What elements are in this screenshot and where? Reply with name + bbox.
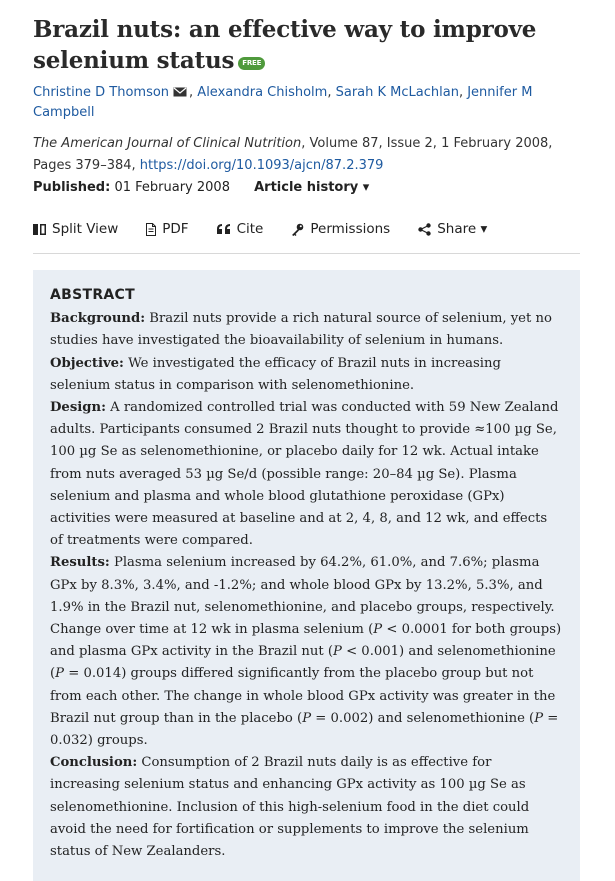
toolbar-divider	[33, 253, 580, 254]
pdf-label: PDF	[162, 221, 189, 237]
author-link[interactable]: Sarah K McLachlan	[335, 85, 459, 100]
section-label: Background:	[50, 311, 146, 327]
publication-info	[33, 178, 580, 198]
author-list: Christine D Thomson , Alexandra Chisholm, Sarah K McLachlan, Jennifer M Campbell	[33, 85, 533, 120]
cite-label: Cite	[236, 221, 264, 237]
author-link[interactable]: Christine D Thomson	[33, 85, 170, 100]
share-label: Share ▾	[437, 221, 488, 237]
section-label: Results:	[50, 555, 110, 571]
abstract-results	[50, 552, 563, 752]
abstract-background	[50, 308, 563, 352]
abstract-section	[33, 270, 580, 881]
pdf-icon	[146, 223, 156, 236]
abstract-design	[50, 397, 563, 552]
section-label: Objective:	[50, 355, 124, 371]
journal-name: The American Journal of Clinical Nutrition	[33, 136, 302, 151]
published-date: 01 February 2008	[114, 180, 230, 195]
section-text: A randomized controlled trial was conducted with 59 New Zealand adults. Participants consumed 2 Brazil nuts thought to provide ≈100 µg Se, 100 µg Se as selenomethionine, or placebo daily for 12 wk. Actual intake from nuts averaged 53 µg Se/d (possible range: 20–84 µg Se). Plasma selenium and plasma and whole blood glutathione peroxidase (GPx) activities were measured at baseline and at 2, 4, 8, and 12 wk, and effects of treatments were compared.	[50, 400, 559, 549]
split-view-label: Split View	[52, 221, 119, 237]
share-button[interactable]	[418, 221, 487, 237]
section-text: = 0.014) groups differed significantly from the placebo group but not from each other. The change in whole blood GPx activity was greater in the Brazil nut group than in the placebo (	[50, 666, 556, 726]
abstract-conclusion	[50, 752, 563, 863]
citation-details: , Volume 87, Issue 2, 1 February 2008, Pages 379–384,	[33, 136, 553, 173]
p-symbol: P	[333, 644, 342, 660]
split-view-icon	[33, 224, 46, 235]
p-symbol: P	[302, 710, 312, 726]
permissions-label: Permissions	[310, 221, 391, 237]
article-history-toggle[interactable]: Article history ▾	[254, 180, 370, 195]
section-text: We investigated the efficacy of Brazil nuts in increasing selenium status in comparison with selenomethionine.	[50, 355, 501, 393]
citation	[33, 133, 580, 177]
p-symbol: P	[534, 710, 544, 726]
quote-icon	[217, 224, 231, 234]
doi-link[interactable]: https://doi.org/10.1093/ajcn/87.2.379	[139, 158, 384, 173]
section-label: Conclusion:	[50, 755, 138, 771]
free-badge: FREE	[238, 57, 265, 70]
permissions-button[interactable]	[291, 221, 390, 237]
section-text: < 0.0001 for both groups) and plasma GPx activity in the Brazil nut (	[50, 622, 562, 660]
split-view-button[interactable]	[33, 221, 118, 237]
section-text: Plasma selenium increased by 64.2%, 61.0%, and 7.6%; plasma GPx by 8.3%, 3.4%, and -1.2%; and whole blood GPx by 13.2%, 5.3%, and 1.9% in the Brazil nut, selenomethionine, and placebo groups, respectively. Change over time at 12 wk in plasma selenium (	[50, 555, 555, 638]
section-text: = 0.002) and selenomethionine (	[311, 710, 535, 726]
section-text: = 0.032) groups.	[50, 710, 559, 749]
abstract-heading: ABSTRACT	[50, 287, 135, 303]
p-symbol: P	[55, 666, 65, 682]
pdf-button[interactable]	[146, 221, 188, 237]
envelope-icon[interactable]	[173, 84, 187, 94]
section-label: Design:	[50, 400, 106, 416]
abstract-objective	[50, 353, 563, 397]
published-label: Published:	[33, 180, 111, 195]
section-text: < 0.001) and selenomethionine (	[50, 644, 556, 682]
share-icon	[418, 223, 431, 236]
author-link[interactable]: Jennifer M Campbell	[33, 85, 533, 120]
section-text: Consumption of 2 Brazil nuts daily is as effective for increasing selenium status and enhancing GPx activity as 100 µg Se as selenomethionine. Inclusion of this high-selenium food in the diet could avoid the need for fortification or supplements to improve the selenium status of New Zealanders.	[50, 755, 530, 860]
article-toolbar	[33, 218, 580, 240]
author-link[interactable]: Alexandra Chisholm	[197, 85, 328, 100]
section-text: Brazil nuts provide a rich natural source of selenium, yet no studies have investigated the bioavailability of selenium in humans.	[50, 311, 552, 349]
cite-button[interactable]	[217, 221, 264, 237]
p-symbol: P	[373, 622, 383, 638]
article-title: Brazil nuts: an effective way to improve selenium status FREE	[33, 16, 537, 74]
key-icon	[291, 223, 304, 236]
